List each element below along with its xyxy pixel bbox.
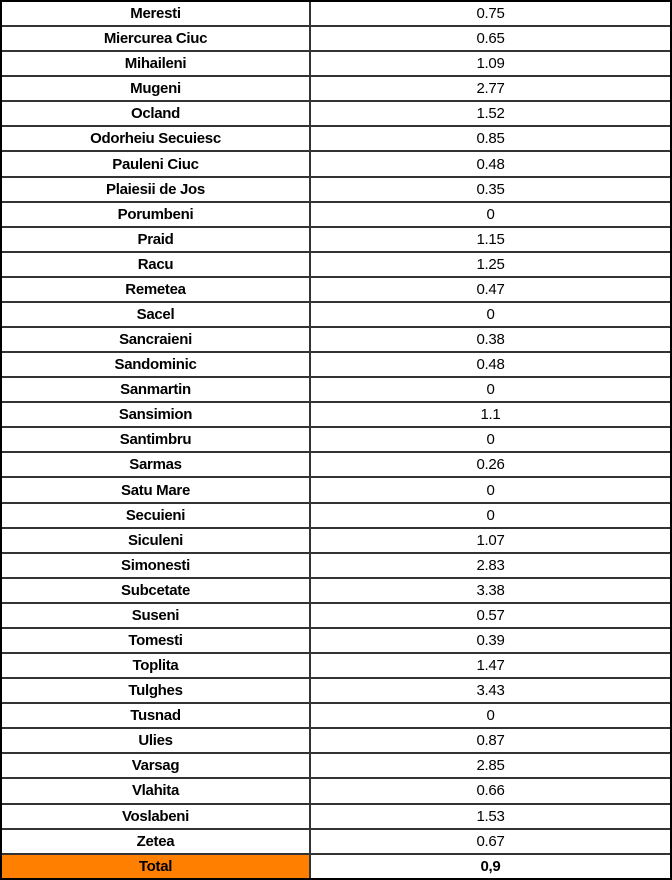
locality-name-cell: Varsag (2, 754, 311, 777)
table-row (2, 152, 670, 177)
locality-name-cell: Subcetate (2, 579, 311, 602)
table-row (2, 478, 670, 503)
locality-value-cell: 2.83 (476, 556, 505, 574)
locality-value-cell: 0.48 (476, 155, 505, 173)
table-row (2, 529, 670, 554)
table-row (2, 278, 670, 303)
locality-name-cell: Sancraieni (2, 328, 311, 351)
locality-value-cell: 0.48 (476, 356, 505, 374)
table-row (2, 830, 670, 855)
locality-value-cell: 0.47 (476, 280, 505, 298)
table-row (2, 779, 670, 804)
locality-name-cell: Porumbeni (2, 203, 311, 226)
table-row (2, 629, 670, 654)
table-row (2, 2, 670, 27)
locality-name-cell: Sacel (2, 303, 311, 326)
locality-value-cell: 0.85 (476, 130, 505, 148)
locality-name-cell: Ulies (2, 729, 311, 752)
locality-value-cell: 1.09 (476, 55, 505, 73)
table-row (2, 504, 670, 529)
locality-value-cell: 0 (486, 205, 495, 223)
table-row (2, 127, 670, 152)
locality-name-cell: Santimbru (2, 428, 311, 451)
locality-name-cell: Racu (2, 253, 311, 276)
locality-value-cell: 0.65 (476, 30, 505, 48)
table-row (2, 579, 670, 604)
table-row (2, 77, 670, 102)
total-value-cell: 0,9 (480, 857, 501, 875)
locality-name-cell: Miercurea Ciuc (2, 27, 311, 50)
total-label-cell: Total (2, 855, 311, 878)
locality-value-cell: 2.77 (476, 80, 505, 98)
locality-value-cell: 1.52 (476, 105, 505, 123)
table-row (2, 178, 670, 203)
table-row (2, 654, 670, 679)
locality-name-cell: Voslabeni (2, 805, 311, 828)
table-row (2, 228, 670, 253)
locality-name-cell: Mihaileni (2, 52, 311, 75)
table-row (2, 203, 670, 228)
locality-value-cell: 0.67 (476, 832, 505, 850)
locality-value-cell: 1.15 (476, 230, 505, 248)
locality-value-cell: 0 (486, 381, 495, 399)
locality-value-cell: 0.39 (476, 631, 505, 649)
locality-name-cell: Suseni (2, 604, 311, 627)
locality-value-cell: 1.25 (476, 255, 505, 273)
locality-value-cell: 0.38 (476, 331, 505, 349)
locality-name-cell: Plaiesii de Jos (2, 178, 311, 201)
table-row (2, 453, 670, 478)
locality-name-cell: Sandominic (2, 353, 311, 376)
locality-name-cell: Pauleni Ciuc (2, 152, 311, 175)
table-row (2, 253, 670, 278)
locality-value-cell: 3.38 (476, 581, 505, 599)
table-row (2, 353, 670, 378)
table-row (2, 428, 670, 453)
table-row (2, 554, 670, 579)
locality-name-cell: Odorheiu Secuiesc (2, 127, 311, 150)
locality-name-cell: Mugeni (2, 77, 311, 100)
locality-name-cell: Sarmas (2, 453, 311, 476)
locality-name-cell: Tusnad (2, 704, 311, 727)
locality-value-cell: 0.75 (476, 5, 505, 23)
locality-name-cell: Satu Mare (2, 478, 311, 501)
locality-name-cell: Sansimion (2, 403, 311, 426)
table-row (2, 704, 670, 729)
locality-name-cell: Sanmartin (2, 378, 311, 401)
locality-value-cell: 1.07 (476, 531, 505, 549)
locality-name-cell: Simonesti (2, 554, 311, 577)
locality-value-cell: 0.57 (476, 606, 505, 624)
locality-value-cell: 0 (486, 707, 495, 725)
locality-value-cell: 1.53 (476, 807, 505, 825)
table-row (2, 729, 670, 754)
locality-value-cell: 0 (486, 506, 495, 524)
table-row (2, 403, 670, 428)
locality-name-cell: Ocland (2, 102, 311, 125)
table-row (2, 378, 670, 403)
locality-value-cell: 0.87 (476, 732, 505, 750)
locality-value-cell: 0.66 (476, 782, 505, 800)
locality-name-cell: Siculeni (2, 529, 311, 552)
locality-value-cell: 1.1 (480, 406, 501, 424)
table-row (2, 679, 670, 704)
locality-name-cell: Tomesti (2, 629, 311, 652)
locality-value-cell: 0 (486, 305, 495, 323)
locality-name-cell: Meresti (2, 2, 311, 25)
locality-value-cell: 3.43 (476, 682, 505, 700)
locality-value-cell: 0 (486, 481, 495, 499)
locality-name-cell: Secuieni (2, 504, 311, 527)
locality-name-cell: Zetea (2, 830, 311, 853)
locality-name-cell: Tulghes (2, 679, 311, 702)
total-row (2, 855, 670, 878)
locality-value-cell: 0 (486, 431, 495, 449)
table-row (2, 102, 670, 127)
locality-name-cell: Toplita (2, 654, 311, 677)
locality-name-cell: Praid (2, 228, 311, 251)
table-row (2, 805, 670, 830)
table-row (2, 328, 670, 353)
table-row (2, 604, 670, 629)
table-row (2, 52, 670, 77)
locality-name-cell: Remetea (2, 278, 311, 301)
locality-name-cell: Vlahita (2, 779, 311, 802)
locality-value-cell: 0.26 (476, 456, 505, 474)
locality-value-cell: 2.85 (476, 757, 505, 775)
table-row (2, 303, 670, 328)
locality-value-cell: 0.35 (476, 180, 505, 198)
table-row (2, 27, 670, 52)
table-row (2, 754, 670, 779)
locality-value-cell: 1.47 (476, 657, 505, 675)
